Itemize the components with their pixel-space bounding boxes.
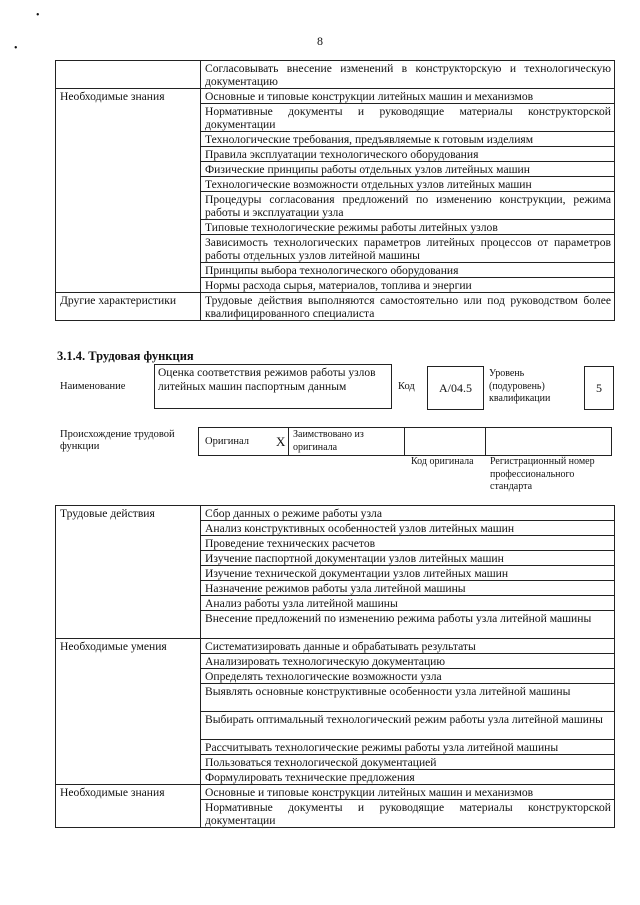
reg-caption: Регистрационный номер профессионального стандарта — [490, 456, 595, 492]
row-text: Анализ работы узла литейной машины — [201, 596, 615, 611]
name-value-box — [154, 364, 392, 409]
origin-label: Происхождение трудовой функции — [60, 429, 175, 452]
row-label: Необходимые знания — [56, 89, 201, 293]
row-text: Изучение паспортной документации узлов литейных машин — [201, 551, 615, 566]
row-text: Нормативные документы и руководящие материалы конструкторской документации — [201, 104, 615, 132]
row-text: Назначение режимов работы узла литейной машины — [201, 581, 615, 596]
original-code-cell — [404, 427, 486, 456]
top-requirements-table — [55, 60, 615, 321]
margin-mark: • — [36, 10, 40, 21]
row-text: Принципы выбора технологического оборудования — [201, 263, 615, 278]
row-text: Систематизировать данные и обрабатывать результаты — [201, 639, 615, 654]
original-mark: X — [276, 434, 286, 449]
row-text: Определять технологические возможности узла — [201, 669, 615, 684]
bottom-requirements-table — [55, 505, 615, 828]
row-text: Правила эксплуатации технологического оборудования — [201, 147, 615, 162]
row-text: Анализировать технологическую документацию — [201, 654, 615, 669]
row-text: Процедуры согласования предложений по изменению конструкции, режима работы и эксплуатации узла — [201, 192, 615, 220]
row-text: Зависимость технологических параметров литейных процессов от параметров работы отдельных узлов литейной машины — [201, 235, 615, 263]
row-text: Внесение предложений по изменению режима работы узла литейной машины — [201, 611, 615, 639]
original-cell — [198, 427, 289, 456]
row-text: Основные и типовые конструкции литейных машин и механизмов — [201, 89, 615, 104]
code-value-box — [427, 366, 484, 410]
code-label: Код — [398, 381, 415, 392]
code-caption: Код оригинала — [411, 456, 474, 467]
row-text: Нормы расхода сырья, материалов, топлива и энергии — [201, 278, 615, 293]
row-text: Нормативные документы и руководящие материалы конструкторской документации — [201, 800, 615, 828]
code-value: A/04.5 — [439, 380, 472, 395]
table-row — [56, 785, 615, 800]
row-label: Трудовые действия — [56, 506, 201, 639]
page-number: 8 — [317, 34, 323, 48]
row-text: Согласовывать внесение изменений в конструкторскую и технологическую документацию — [201, 61, 615, 89]
row-text: Технологические возможности отдельных узлов литейных машин — [201, 177, 615, 192]
row-text: Основные и типовые конструкции литейных машин и механизмов — [201, 785, 615, 800]
row-label: Другие характеристики — [56, 293, 201, 321]
level-value: 5 — [596, 380, 602, 395]
reg-number-cell — [485, 427, 612, 456]
table-row — [56, 639, 615, 654]
row-text: Рассчитывать технологические режимы работы узла литейной машины — [201, 740, 615, 755]
row-label — [56, 61, 201, 89]
level-label: Уровень (подуровень) квалификации — [489, 368, 551, 404]
table-row — [56, 89, 615, 104]
borrowed-cell — [288, 427, 405, 456]
row-text: Выбирать оптимальный технологический режим работы узла литейной машины — [201, 712, 615, 740]
section-title: 3.1.4. Трудовая функция — [57, 349, 194, 363]
row-text: Трудовые действия выполняются самостоятельно или под руководством более квалифицированного специалиста — [201, 293, 615, 321]
row-text: Изучение технической документации узлов литейных машин — [201, 566, 615, 581]
row-text: Технологические требования, предъявляемые к готовым изделиям — [201, 132, 615, 147]
row-label: Необходимые умения — [56, 639, 201, 785]
table-row — [56, 506, 615, 521]
row-text: Пользоваться технологической документацией — [201, 755, 615, 770]
row-label: Необходимые знания — [56, 785, 201, 828]
level-value-box — [584, 366, 614, 410]
origin-row — [198, 427, 612, 456]
table-row — [56, 293, 615, 321]
name-value: Оценка соответствия режимов работы узлов литейных машин паспортным данным — [158, 367, 376, 393]
row-text: Анализ конструктивных особенностей узлов литейных машин — [201, 521, 615, 536]
row-text: Формулировать технические предложения — [201, 770, 615, 785]
borrowed-label: Заимствовано из оригинала — [293, 429, 364, 453]
table-row — [56, 61, 615, 89]
name-label: Наименование — [60, 381, 126, 392]
margin-mark: • — [14, 43, 18, 54]
row-text: Проведение технических расчетов — [201, 536, 615, 551]
original-label: Оригинал — [205, 436, 249, 447]
row-text: Сбор данных о режиме работы узла — [201, 506, 615, 521]
row-text: Физические принципы работы отдельных узлов литейных машин — [201, 162, 615, 177]
row-text: Типовые технологические режимы работы литейных узлов — [201, 220, 615, 235]
row-text: Выявлять основные конструктивные особенности узла литейной машины — [201, 684, 615, 712]
